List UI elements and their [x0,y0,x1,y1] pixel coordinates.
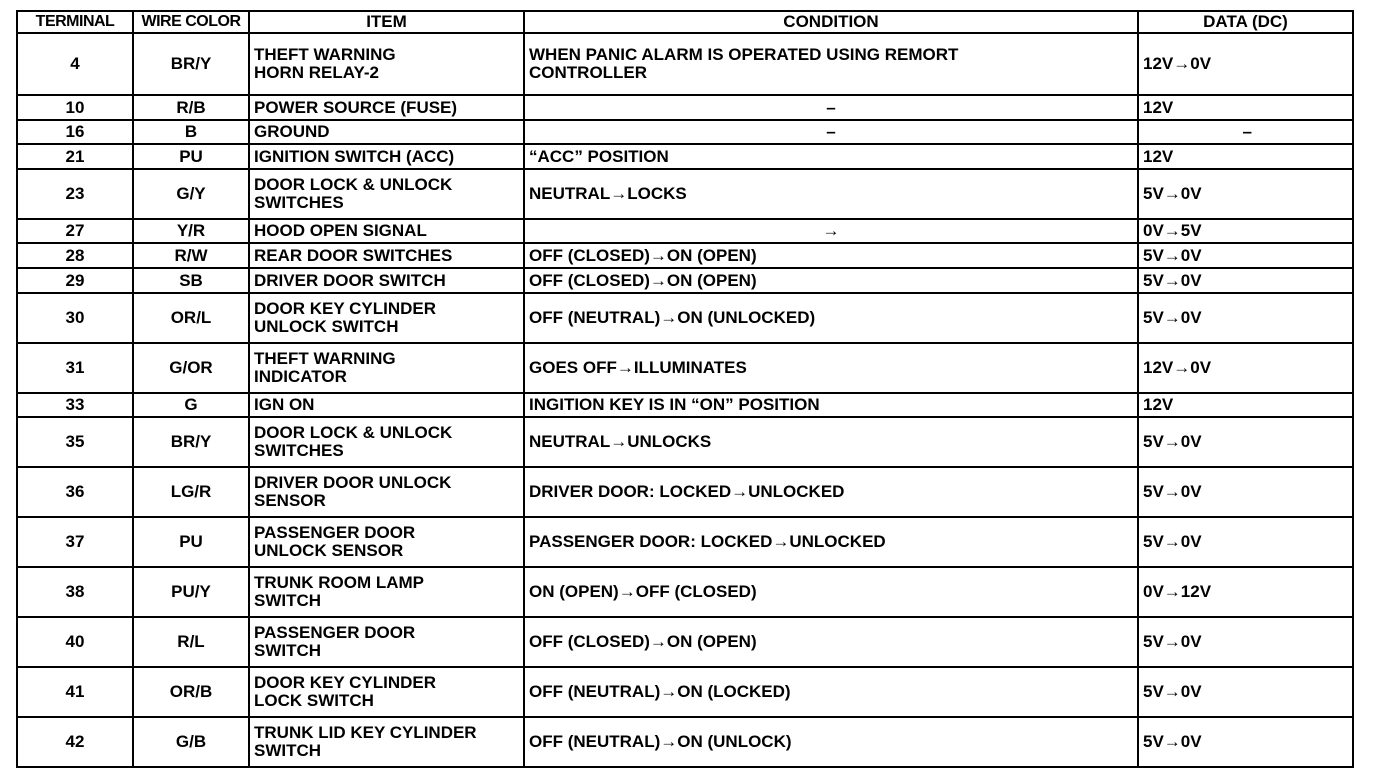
terminal-cell: 33 [17,393,133,417]
terminal-cell: 38 [17,567,133,617]
condition-cell [524,95,1138,120]
item-line: REAR DOOR SWITCHES [254,245,453,265]
wire-color-cell: LG/R [133,467,249,517]
item-line: TRUNK LID KEY CYLINDER [254,723,477,742]
data-cell: 5V→0V [1138,617,1353,667]
item-line: SWITCHES [254,441,344,460]
wire-color-cell: PU [133,517,249,567]
data-cell: 5V→0V [1138,667,1353,717]
condition-cell [524,517,1138,567]
condition-line: INGITION KEY IS IN “ON” POSITION [529,395,820,414]
condition-cell [524,567,1138,617]
data-cell: 12V→0V [1138,33,1353,95]
item-cell [249,243,524,268]
wire-color-cell: R/B [133,95,249,120]
data-cell: 5V→0V [1138,169,1353,219]
item-line: DOOR LOCK & UNLOCK [254,175,453,194]
item-cell [249,567,524,617]
wire-color-cell: PU [133,144,249,169]
item-line: HOOD OPEN SIGNAL [254,221,427,240]
table-row [17,517,1353,567]
item-line: PASSENGER DOOR [254,523,416,542]
item-line: HORN RELAY-2 [254,63,380,82]
terminal-cell: 23 [17,169,133,219]
wire-color-cell: G/B [133,717,249,767]
table-row [17,467,1353,517]
condition-line: NEUTRAL→LOCKS [529,184,687,203]
item-cell [249,717,524,767]
terminal-cell: 28 [17,243,133,268]
data-cell: 5V→0V [1138,467,1353,517]
condition-cell [524,219,1138,243]
condition-line: GOES OFF→ILLUMINATES [529,358,747,377]
condition-line: PASSENGER DOOR: LOCKED→UNLOCKED [529,532,886,551]
condition-cell [524,120,1138,144]
header-wire-color: WIRE COLOR [133,11,249,33]
item-cell [249,667,524,717]
item-cell [249,343,524,393]
condition-line: OFF (NEUTRAL)→ON (LOCKED) [529,682,791,701]
wire-color-cell: G [133,393,249,417]
terminal-cell: 36 [17,467,133,517]
condition-cell [524,467,1138,517]
condition-cell [524,717,1138,767]
item-line: DRIVER DOOR UNLOCK [254,473,452,492]
table-row [17,219,1353,243]
data-cell: 12V [1138,95,1353,120]
item-cell [249,268,524,293]
item-line: INDICATOR [254,367,347,386]
item-cell [249,219,524,243]
item-line: PASSENGER DOOR [254,623,416,642]
condition-line: NEUTRAL→UNLOCKS [529,432,712,451]
item-line: SWITCH [254,741,322,760]
condition-line: OFF (CLOSED)→ON (OPEN) [529,245,757,265]
terminal-cell: 10 [17,95,133,120]
data-cell: 12V [1138,144,1353,169]
item-line: SWITCH [254,641,322,660]
terminal-cell: 27 [17,219,133,243]
table-row [17,95,1353,120]
condition-line: CONTROLLER [529,63,648,82]
condition-line: → [822,221,840,240]
condition-line: – [826,97,836,117]
table-row [17,33,1353,95]
wire-color-cell: OR/L [133,293,249,343]
table-row [17,717,1353,767]
item-line: DOOR KEY CYLINDER [254,673,436,692]
item-line: SWITCHES [254,193,344,212]
condition-cell [524,243,1138,268]
header-terminal: TERMINAL [17,11,133,33]
item-cell [249,417,524,467]
wire-color-cell: SB [133,268,249,293]
data-cell: 5V→0V [1138,517,1353,567]
item-line: LOCK SWITCH [254,691,374,710]
item-cell [249,144,524,169]
table-row [17,343,1353,393]
table-row [17,393,1353,417]
condition-line: DRIVER DOOR: LOCKED→UNLOCKED [529,482,845,501]
terminal-cell: 21 [17,144,133,169]
item-line: UNLOCK SWITCH [254,317,399,336]
item-cell [249,467,524,517]
condition-cell [524,617,1138,667]
item-line: IGN ON [254,395,315,414]
terminal-data-table [16,10,1354,768]
table-row [17,243,1353,268]
terminal-cell: 35 [17,417,133,467]
item-cell [249,169,524,219]
wire-color-cell: R/W [133,243,249,268]
data-cell: 12V→0V [1138,343,1353,393]
item-line: UNLOCK SENSOR [254,541,404,560]
wire-color-cell: B [133,120,249,144]
item-line: THEFT WARNING [254,349,396,368]
wire-color-cell: G/Y [133,169,249,219]
item-line: TRUNK ROOM LAMP [254,573,424,592]
table-row [17,293,1353,343]
item-line: THEFT WARNING [254,45,396,64]
condition-cell [524,393,1138,417]
table-row [17,268,1353,293]
header-row [17,11,1353,33]
terminal-cell: 42 [17,717,133,767]
condition-line: OFF (CLOSED)→ON (OPEN) [529,270,757,290]
condition-cell [524,169,1138,219]
terminal-cell: 40 [17,617,133,667]
item-cell [249,393,524,417]
wire-color-cell: BR/Y [133,33,249,95]
table-row [17,417,1353,467]
item-line: GROUND [254,122,330,141]
table-row [17,567,1353,617]
condition-cell [524,667,1138,717]
condition-line: – [826,122,836,141]
terminal-cell: 41 [17,667,133,717]
item-line: DRIVER DOOR SWITCH [254,270,446,290]
table-row [17,120,1353,144]
condition-cell [524,417,1138,467]
condition-line: WHEN PANIC ALARM IS OPERATED USING REMORT [529,45,959,64]
item-cell [249,293,524,343]
data-cell: 5V→0V [1138,243,1353,268]
data-cell: 12V [1138,393,1353,417]
wire-color-cell: R/L [133,617,249,667]
item-cell [249,617,524,667]
condition-cell [524,144,1138,169]
wire-color-cell: Y/R [133,219,249,243]
item-cell [249,120,524,144]
terminal-cell: 16 [17,120,133,144]
item-cell [249,517,524,567]
item-line: POWER SOURCE (FUSE) [254,97,458,117]
header-condition: CONDITION [524,11,1138,33]
wire-color-cell: OR/B [133,667,249,717]
data-cell: 5V→0V [1138,293,1353,343]
condition-line: “ACC” POSITION [529,146,669,166]
item-line: IGNITION SWITCH (ACC) [254,146,455,166]
item-line: SWITCH [254,591,322,610]
table-row [17,169,1353,219]
condition-cell [524,343,1138,393]
data-cell: 5V→0V [1138,268,1353,293]
data-cell: 0V→12V [1138,567,1353,617]
wire-color-cell: PU/Y [133,567,249,617]
terminal-cell: 31 [17,343,133,393]
item-line: SENSOR [254,491,326,510]
condition-line: OFF (NEUTRAL)→ON (UNLOCKED) [529,308,816,327]
condition-cell [524,268,1138,293]
terminal-cell: 30 [17,293,133,343]
data-cell: 5V→0V [1138,717,1353,767]
wire-color-cell: G/OR [133,343,249,393]
table-row [17,617,1353,667]
condition-line: OFF (CLOSED)→ON (OPEN) [529,632,757,651]
header-item: ITEM [249,11,524,33]
data-cell: – [1138,120,1353,144]
data-cell: 5V→0V [1138,417,1353,467]
item-cell [249,33,524,95]
data-cell: 0V→5V [1138,219,1353,243]
terminal-cell: 29 [17,268,133,293]
header-data: DATA (DC) [1138,11,1353,33]
item-line: DOOR LOCK & UNLOCK [254,423,453,442]
item-line: DOOR KEY CYLINDER [254,299,436,318]
table-row [17,667,1353,717]
condition-line: ON (OPEN)→OFF (CLOSED) [529,582,757,601]
item-cell [249,95,524,120]
terminal-cell: 37 [17,517,133,567]
wire-color-cell: BR/Y [133,417,249,467]
condition-cell [524,293,1138,343]
condition-line: OFF (NEUTRAL)→ON (UNLOCK) [529,732,792,751]
condition-cell [524,33,1138,95]
table-row [17,144,1353,169]
terminal-cell: 4 [17,33,133,95]
